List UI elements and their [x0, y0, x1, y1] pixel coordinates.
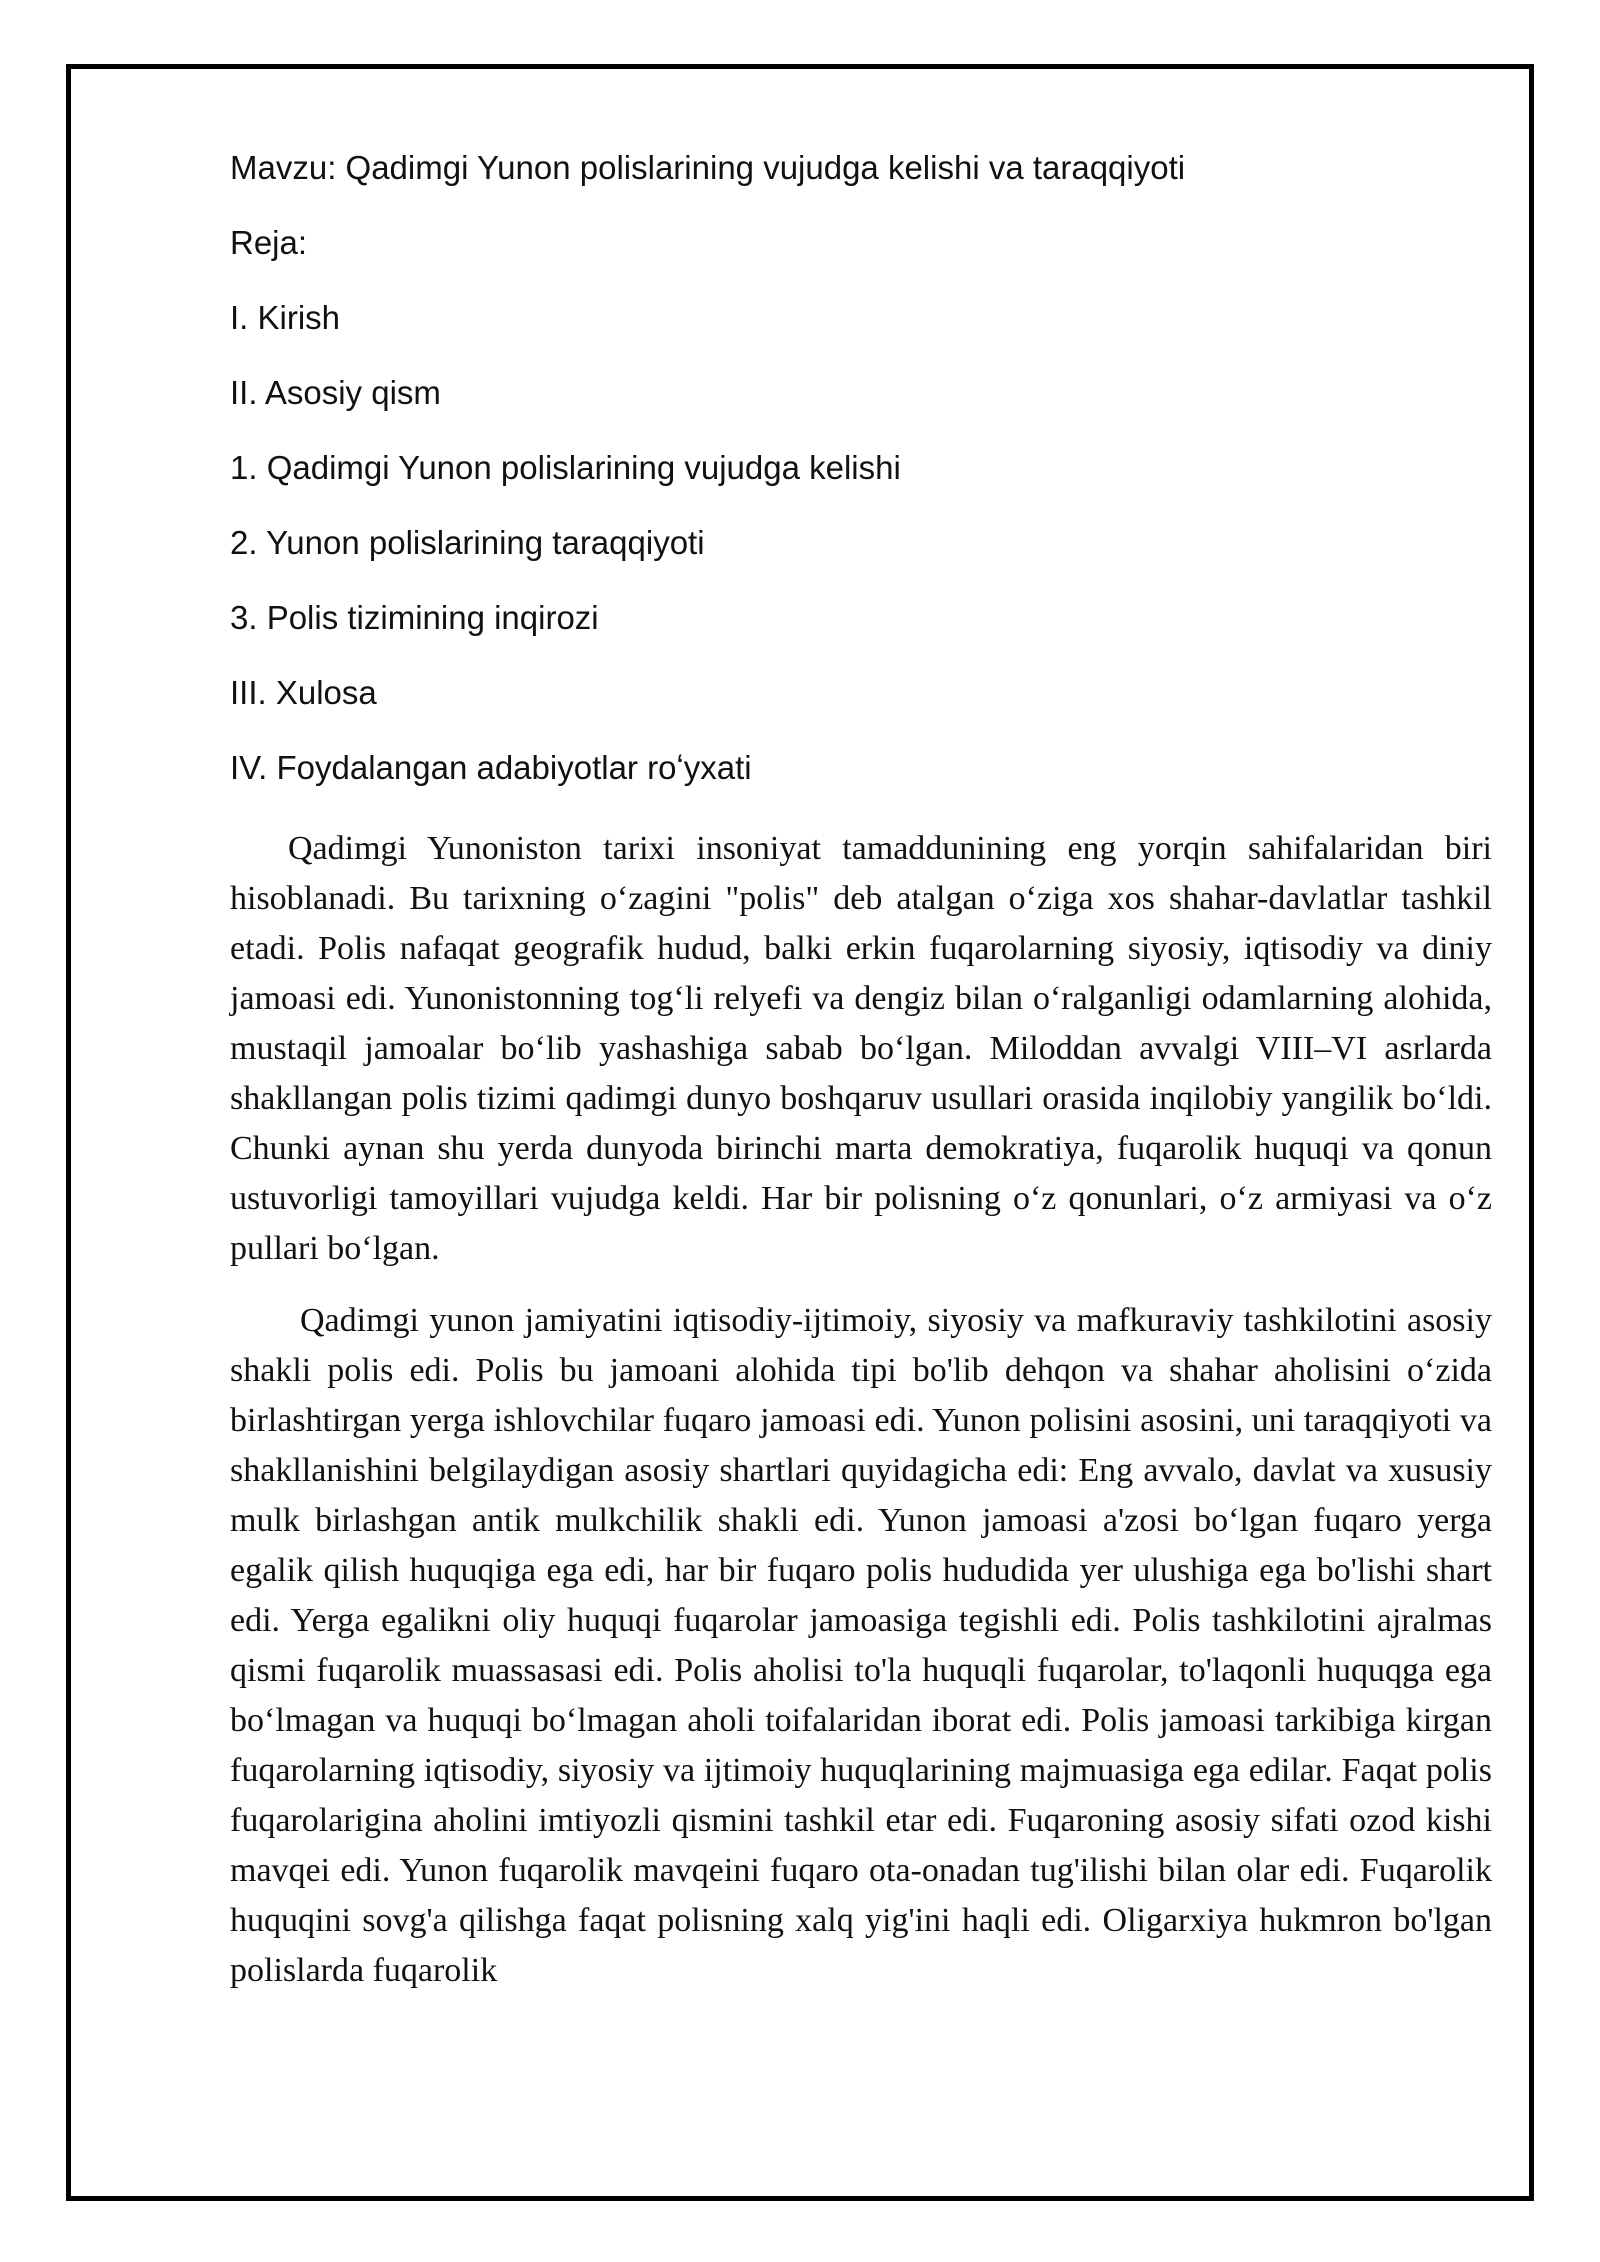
plan-item-conclusion: III. Xulosa: [230, 674, 377, 711]
plan-heading: Reja:: [230, 224, 308, 261]
body-paragraph-2: Qadimgi yunon jamiyatini iqtisodiy-ijtimoiy, siyosiy va mafkuraviy tashkilotini asosiy shakli polis edi. Polis bu jamoani alohida tipi bo'lib dehqon va shahar aholisini oʻzida birlashtirgan yerga ishlovchilar fuqaro jamoasi edi. Yunon polisini asosini, uni taraqqiyoti va shakllanishini belgilaydigan asosiy shartlari quyidagicha edi: Eng avvalo, davlat va xususiy mulk birlashgan antik mulkchilik shakli edi. Yunon jamoasi a'zosi boʻlgan fuqaro yerga egalik qilish huquqiga ega edi, har bir fuqaro polis hududida yer ulushiga ega bo'lishi shart edi. Yerga egalikni oliy huquqi fuqarolar jamoasiga tegishli edi. Polis tashkilotini ajralmas qismi fuqarolik muassasasi edi. Polis aholisi to'la huquqli fuqarolar, to'laqonli huquqga ega boʻlmagan va huquqi boʻlmagan aholi toifalaridan iborat edi. Polis jamoasi tarkibiga kirgan fuqarolarning iqtisodiy, siyosiy va ijtimoiy huquqlarining majmuasiga ega edilar. Faqat polis fuqarolarigina aholini imtiyozli qismini tashkil etar edi. Fuqaroning asosiy sifati ozod kishi mavqei edi. Yunon fuqarolik mavqeini fuqaro ota-onadan tug'ilishi bilan olar edi. Fuqarolik huquqini sovg'a qilishga faqat polisning xalq yig'ini haqli edi. Oligarxiya hukmron bo'lgan polislarda fuqarolik: [230, 1302, 1492, 1989]
plan-item-intro: I. Kirish: [230, 299, 341, 336]
plan-item-main-part: II. Asosiy qism: [230, 374, 441, 411]
document-title: Mavzu: Qadimgi Yunon polislarining vujudga kelishi va taraqqiyoti: [230, 149, 1186, 186]
plan-item-crisis: 3. Polis tizimining inqirozi: [230, 599, 599, 636]
plan-item-development: 2. Yunon polislarining taraqqiyoti: [230, 524, 705, 561]
plan-item-references: IV. Foydalangan adabiyotlar roʻyxati: [230, 749, 752, 786]
plan-item-origin: 1. Qadimgi Yunon polislarining vujudga kelishi: [230, 449, 901, 486]
document-body: [230, 148, 1492, 1996]
body-paragraph-1: Qadimgi Yunoniston tarixi insoniyat tamaddunining eng yorqin sahifalaridan biri hisoblanadi. Bu tarixning oʻzagini "polis" deb atalgan oʻziga xos shahar-davlatlar tashkil etadi. Polis nafaqat geografik hudud, balki erkin fuqarolarning siyosiy, iqtisodiy va diniy jamoasi edi. Yunonistonning togʻli relyefi va dengiz bilan oʻralganligi odamlarning alohida, mustaqil jamoalar boʻlib yashashiga sabab boʻlgan. Miloddan avvalgi VIII–VI asrlarda shakllangan polis tizimi qadimgi dunyo boshqaruv usullari orasida inqilobiy yangilik boʻldi. Chunki aynan shu yerda dunyoda birinchi marta demokratiya, fuqarolik huquqi va qonun ustuvorligi tamoyillari vujudga keldi. Har bir polisning oʻz qonunlari, oʻz armiyasi va oʻz pullari boʻlgan.: [230, 830, 1492, 1267]
